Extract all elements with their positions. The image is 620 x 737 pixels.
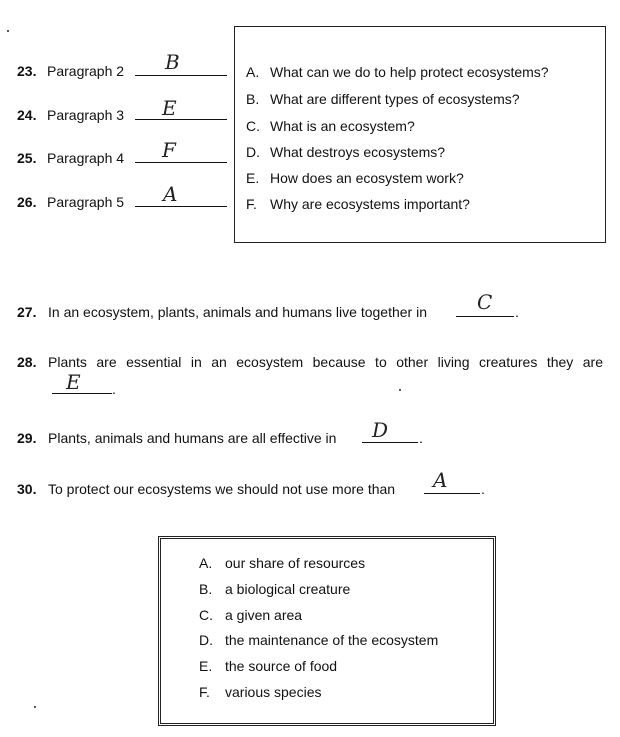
handwritten-answer: A — [163, 182, 178, 206]
question-number: 27. — [17, 304, 37, 320]
handwritten-answer: B — [165, 50, 180, 74]
option-text: What is an ecosystem? — [270, 118, 415, 134]
paragraph-label: Paragraph 5 — [47, 194, 125, 210]
handwritten-answer: E — [66, 370, 81, 394]
scan-speck — [7, 30, 9, 32]
sentence-end: . — [419, 430, 423, 446]
answer-blank[interactable] — [456, 316, 514, 317]
scan-speck — [34, 706, 36, 708]
option-letter: E. — [246, 170, 260, 186]
handwritten-answer: A — [433, 468, 448, 492]
option-letter: C. — [199, 607, 213, 623]
options-box-questions — [234, 26, 606, 243]
option-letter: A. — [246, 64, 260, 80]
handwritten-answer: F — [162, 138, 176, 162]
question-text: In an ecosystem, plants, animals and humans live together in — [48, 304, 427, 320]
handwritten-answer: D — [372, 418, 389, 442]
question-number: 26. — [17, 194, 37, 210]
option-text: our share of resources — [225, 555, 366, 571]
option-letter: B. — [199, 581, 213, 597]
question-number: 24. — [17, 107, 37, 123]
option-letter: B. — [246, 91, 260, 107]
sentence-end: . — [112, 381, 116, 397]
question-number: 30. — [17, 481, 37, 497]
paragraph-label: Paragraph 3 — [47, 107, 125, 123]
handwritten-answer: E — [162, 96, 177, 120]
option-text: Why are ecosystems important? — [270, 196, 470, 212]
handwritten-answer: C — [477, 290, 493, 314]
option-text: the maintenance of the ecosystem — [225, 632, 439, 648]
question-text: To protect our ecosystems we should not use more than — [48, 481, 396, 497]
sentence-end: . — [515, 304, 519, 320]
option-letter: E. — [199, 658, 213, 674]
question-text: Plants are essential in an ecosystem because to other living creatures they are — [48, 354, 603, 370]
option-text: various species — [225, 684, 322, 700]
answer-blank[interactable] — [135, 119, 227, 120]
answer-blank[interactable] — [52, 393, 112, 394]
answer-blank[interactable] — [135, 206, 227, 207]
question-text: Plants, animals and humans are all effective in — [48, 430, 337, 446]
option-text: the source of food — [225, 658, 338, 674]
option-letter: D. — [199, 632, 213, 648]
answer-blank[interactable] — [424, 493, 480, 494]
option-letter: F. — [199, 684, 210, 700]
question-number: 23. — [17, 63, 37, 79]
options-box-phrases — [158, 536, 496, 726]
option-letter: C. — [246, 118, 260, 134]
option-text: How does an ecosystem work? — [270, 170, 464, 186]
question-number: 28. — [17, 354, 37, 370]
paragraph-label: Paragraph 4 — [47, 150, 125, 166]
option-text: a biological creature — [225, 581, 351, 597]
answer-blank[interactable] — [362, 442, 418, 443]
paragraph-label: Paragraph 2 — [47, 63, 125, 79]
sentence-end: . — [481, 481, 485, 497]
scan-speck — [399, 389, 401, 391]
question-number: 29. — [17, 430, 37, 446]
option-letter: A. — [199, 555, 213, 571]
answer-blank[interactable] — [135, 162, 227, 163]
option-text: a given area — [225, 607, 303, 623]
answer-blank[interactable] — [135, 75, 227, 76]
option-text: What are different types of ecosystems? — [270, 91, 520, 107]
option-text: What destroys ecosystems? — [270, 144, 446, 160]
option-letter: F. — [246, 196, 257, 212]
option-letter: D. — [246, 144, 260, 160]
question-number: 25. — [17, 150, 37, 166]
option-text: What can we do to help protect ecosystems? — [270, 64, 549, 80]
